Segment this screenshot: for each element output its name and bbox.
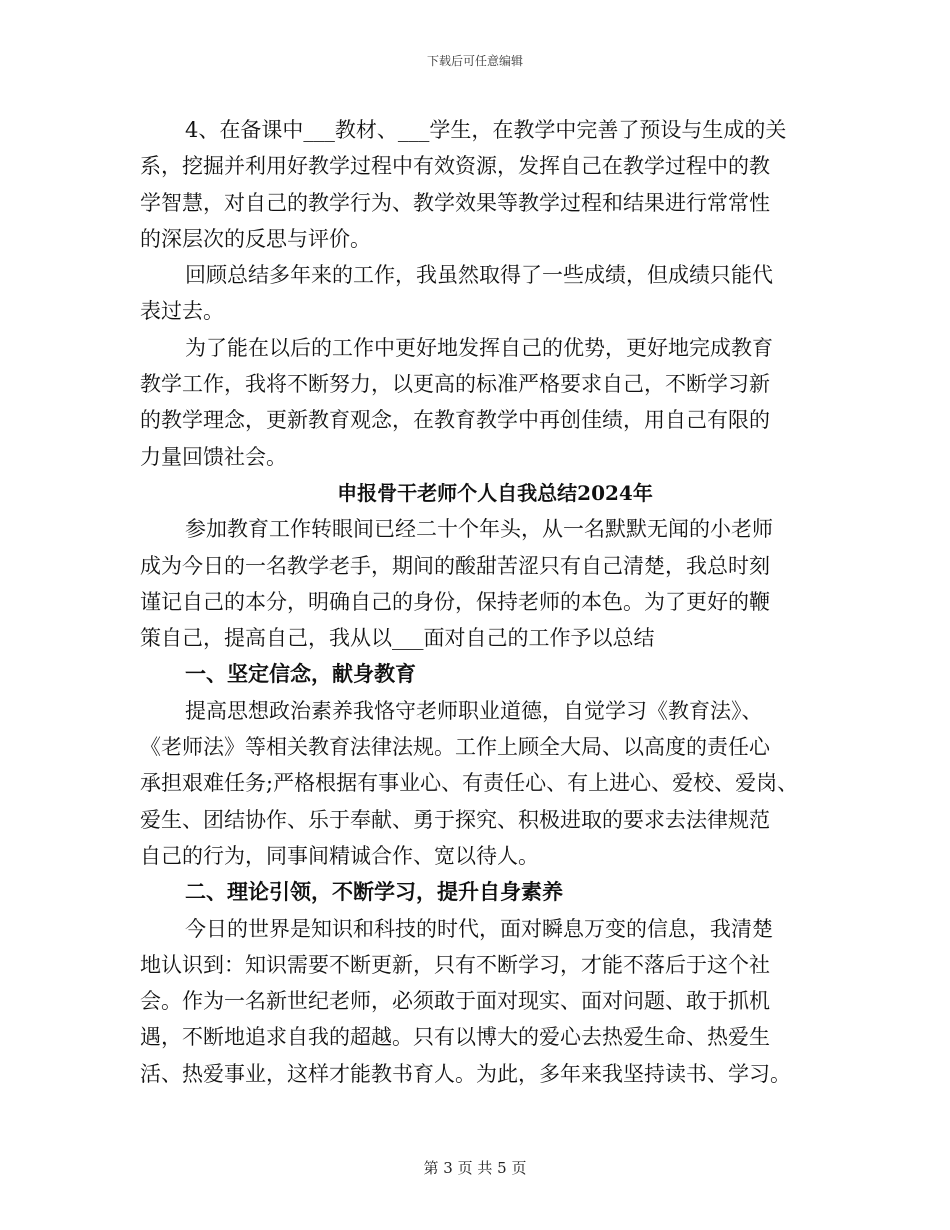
paragraph-line: 提高思想政治素养我恪守老师职业道德，自觉学习《教育法》、 xyxy=(185,698,763,723)
paragraph-line: 会。作为一名新世纪老师，必须敢于面对现实、面对问题、敢于抓机 xyxy=(140,989,770,1014)
paragraph-line: 活、热爱事业，这样才能教书育人。为此，多年来我坚持读书、学习。 xyxy=(140,1061,791,1086)
paragraph-line: 力量回馈社会。 xyxy=(140,444,287,469)
paragraph-line: 参加教育工作转眼间已经二十个年头，从一名默默无闻的小老师 xyxy=(185,517,773,542)
paragraph-line: 承担艰难任务;严格根据有事业心、有责任心、有上进心、爱校、爱岗、 xyxy=(140,771,799,796)
paragraph-line: 4、在备课中___教材、___学生，在教学中完善了预设与生成的关 xyxy=(185,118,787,142)
paragraph-line: 回顾总结多年来的工作，我虽然取得了一些成绩，但成绩只能代 xyxy=(185,263,773,288)
document-body xyxy=(140,112,820,1092)
paragraph-line: 的教学理念，更新教育观念，在教育教学中再创佳绩，用自己有限的 xyxy=(140,408,770,433)
paragraph-line: 遇，不断地追求自我的超越。只有以博大的爱心去热爱生命、热爱生 xyxy=(140,1025,770,1050)
page-header: 下载后可任意编辑 xyxy=(426,54,523,68)
paragraph-line: 谨记自己的本分，明确自己的身份，保持老师的本色。为了更好的鞭 xyxy=(140,589,770,614)
section-heading: 二、理论引领，不断学习，提升自身素养 xyxy=(185,879,563,905)
paragraph-line: 教学工作，我将不断努力，以更高的标准严格要求自己，不断学习新 xyxy=(140,372,770,397)
paragraph-line: 学智慧，对自己的教学行为、教学效果等教学过程和结果进行常常性 xyxy=(140,190,770,215)
page-number: 第 3 页 共 5 页 xyxy=(423,1159,527,1177)
paragraph-line: 《老师法》等相关教育法律法规。工作上顾全大局、以高度的责任心 xyxy=(140,735,770,760)
paragraph-line: 策自己，提高自己，我从以___面对自己的工作予以总结 xyxy=(140,626,655,651)
paragraph-line: 成为今日的一名教学老手，期间的酸甜苦涩只有自己清楚，我总时刻 xyxy=(140,553,770,578)
paragraph-line: 地认识到：知识需要不断更新，只有不断学习，才能不落后于这个社 xyxy=(140,952,770,977)
paragraph-line: 为了能在以后的工作中更好地发挥自己的优势，更好地完成教育 xyxy=(185,335,773,360)
document-title: 申报骨干老师个人自我总结2024年 xyxy=(337,480,653,505)
paragraph-line: 爱生、团结协作、乐于奉献、勇于探究、积极进取的要求去法律规范 xyxy=(140,807,770,832)
paragraph-line: 的深层次的反思与评价。 xyxy=(140,226,371,251)
paragraph-line: 表过去。 xyxy=(140,299,224,324)
paragraph-line: 系，挖掘并利用好教学过程中有效资源，发挥自己在教学过程中的教 xyxy=(140,154,770,179)
paragraph-line: 今日的世界是知识和科技的时代，面对瞬息万变的信息，我清楚 xyxy=(185,916,773,941)
section-heading: 一、坚定信念，献身教育 xyxy=(185,661,416,687)
paragraph-line: 自己的行为，同事间精诚合作、宽以待人。 xyxy=(140,843,539,868)
